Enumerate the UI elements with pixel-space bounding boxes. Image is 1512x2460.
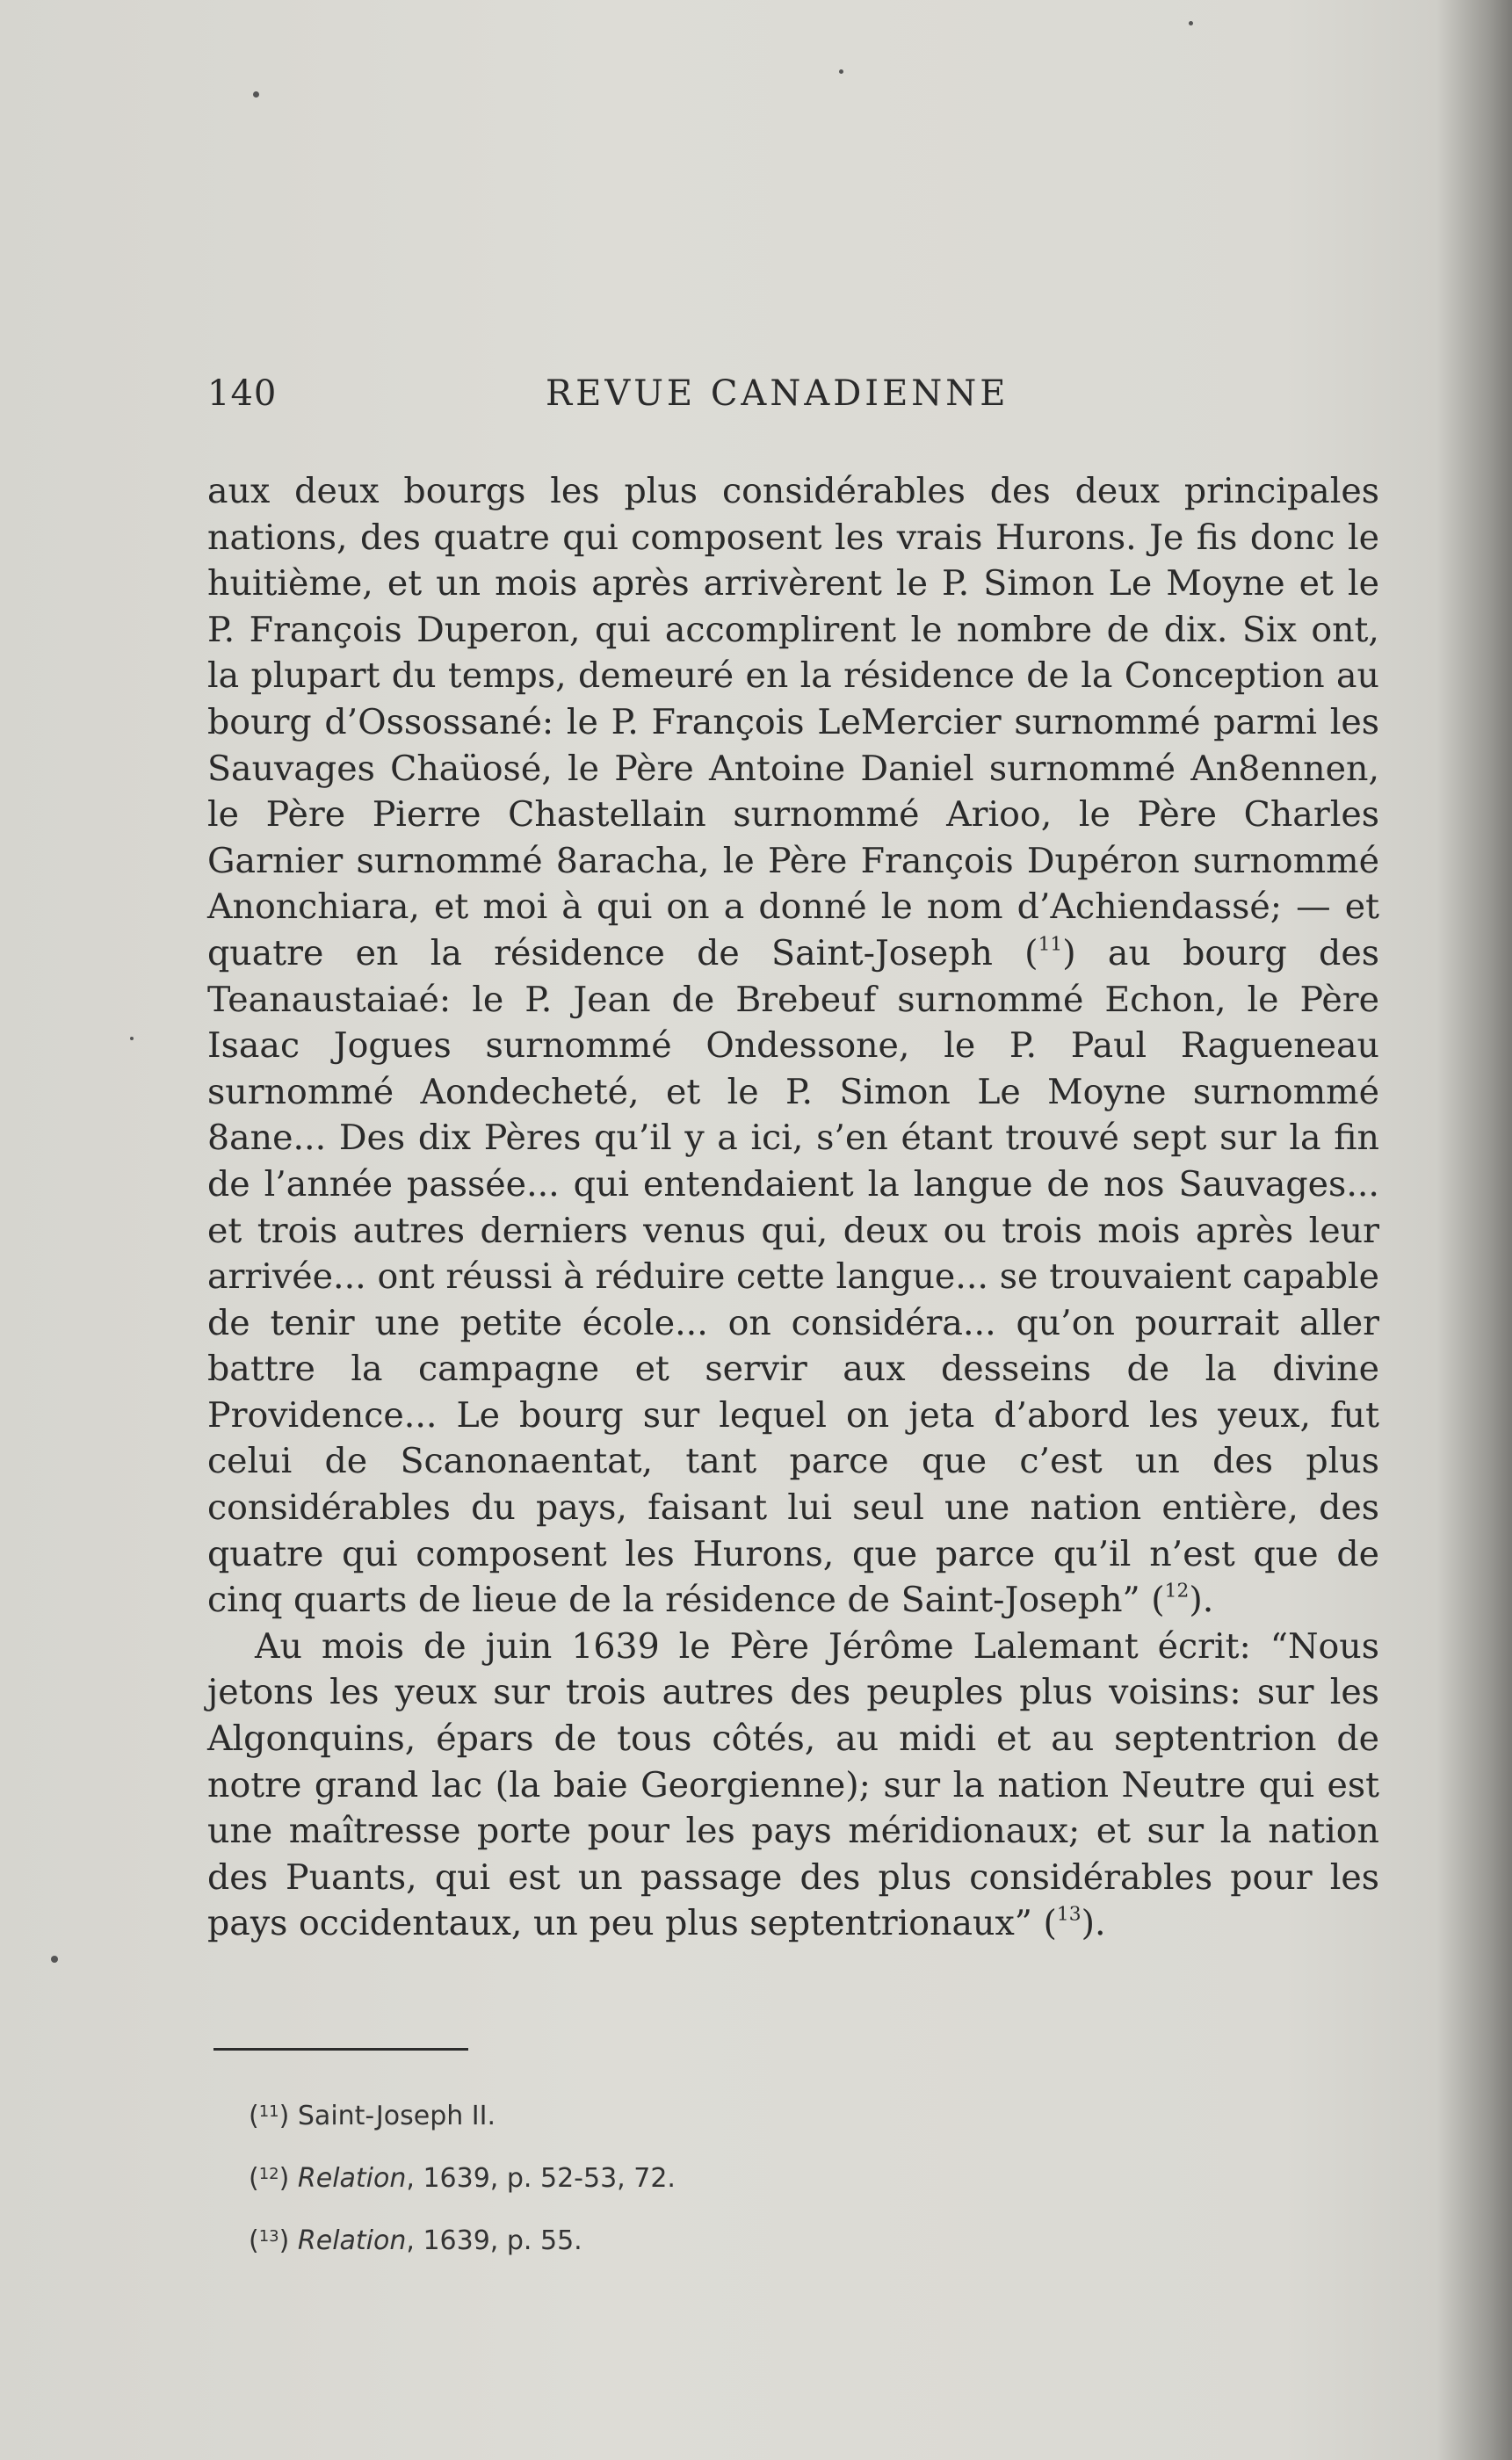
paper-speck — [839, 69, 843, 74]
body-text — [207, 468, 1379, 1947]
footnote-text: Saint-Joseph II. — [297, 2101, 496, 2131]
paragraph-text: ) au bourg des Teanaustaiaé: le P. Jean de Brebeuf surnommé Echon, le Père Isaac Jogues surnommé Ondessone, le P. Paul Ragueneau surnommé Aondecheté, et le P. Simon Le Moyne surnommé 8ane... Des dix Pères qu’il y a ici, s’en étant trouvé sept sur la fin de l’année passée... qui entendaient la langue de nos Sauvages... et trois autres derniers venus qui, deux ou trois mois après leur arrivée... ont réussi à réduire cette langue... se trouvaient capable de tenir une petite école... on considéra... qu’on pourrait aller battre la campagne et servir aux desseins de la divine Providence... Le bourg sur lequel on jeta d’abord les yeux, fut celui de Scanonaentat, tant parce que c’est un des plus considérables du pays, faisant lui seul une nation entière, des quatre qui composent les Hurons, que parce qu’il n’est que de cinq quarts de lieue de la résidence de Saint-Joseph” ( — [207, 932, 1379, 1621]
footnote — [249, 2097, 1039, 2136]
paragraph-text: ). — [1189, 1580, 1214, 1621]
paragraph — [207, 468, 1379, 1624]
paper-speck — [130, 1037, 134, 1040]
paragraph-text: aux deux bourgs les plus considérables des deux principales nations, des quatre qui composent les vrais Hurons. Je fis donc le huitième, et un mois après arrivèrent le P. Simon Le Moyne et le P. François Duperon, qui accomplirent le nombre de dix. Six ont, la plupart du temps, demeuré en la résidence de la Conception au bourg d’Ossossané: le P. François LeMercier surnommé parmi les Sauvages Chaüosé, le Père Antoine Daniel surnommé An8ennen, le Père Pierre Chastellain surnommé Arioo, le Père Charles Garnier surnommé 8aracha, le Père François Dupéron surnommé Anonchiara, et moi à qui on a donné le nom d’Achiendassé; — et quatre en la résidence de Saint-Joseph ( — [207, 471, 1379, 973]
footnote-title: Relation — [297, 2225, 407, 2256]
paragraph-text: Au mois de juin 1639 le Père Jérôme Lalemant écrit: “Nous jetons les yeux sur trois autres des peuples plus voisins: sur les Algonquins, épars de tous côtés, au midi et au septentrion de notre grand lac (la baie Georgienne); sur la nation Neutre qui est une maîtresse porte pour les pays méridionaux; et sur la nation des Puants, qui est un passage des plus considérables pour les pays occidentaux, un peu plus septentrionaux” ( — [207, 1625, 1379, 1944]
footnote — [249, 2222, 1039, 2261]
footnote-marker: ($^{11}$) — [249, 2101, 290, 2131]
footnote-reference: 13 — [1056, 1904, 1082, 1927]
footnote-reference: 11 — [1038, 933, 1063, 956]
footnotes — [249, 2097, 1039, 2284]
paper-speck — [1189, 21, 1193, 25]
paragraph-text: ). — [1081, 1903, 1106, 1944]
page-header — [207, 373, 1379, 426]
footnote-reference: 12 — [1164, 1580, 1190, 1603]
paragraph — [207, 1624, 1379, 1947]
page-number: 140 — [207, 373, 278, 414]
footnote-marker: ($^{12}$) — [249, 2163, 290, 2194]
footnote-text: , 1639, p. 52-53, 72. — [406, 2163, 676, 2194]
running-title: REVUE CANADIENNE — [546, 373, 1009, 414]
paper-speck — [51, 1956, 58, 1963]
footnote — [249, 2160, 1039, 2198]
paper-speck — [253, 91, 259, 98]
footnote-marker: ($^{13}$) — [249, 2225, 290, 2256]
footnote-title: Relation — [297, 2163, 407, 2194]
footnote-text: , 1639, p. 55. — [406, 2225, 582, 2256]
footnote-divider — [213, 2048, 468, 2051]
